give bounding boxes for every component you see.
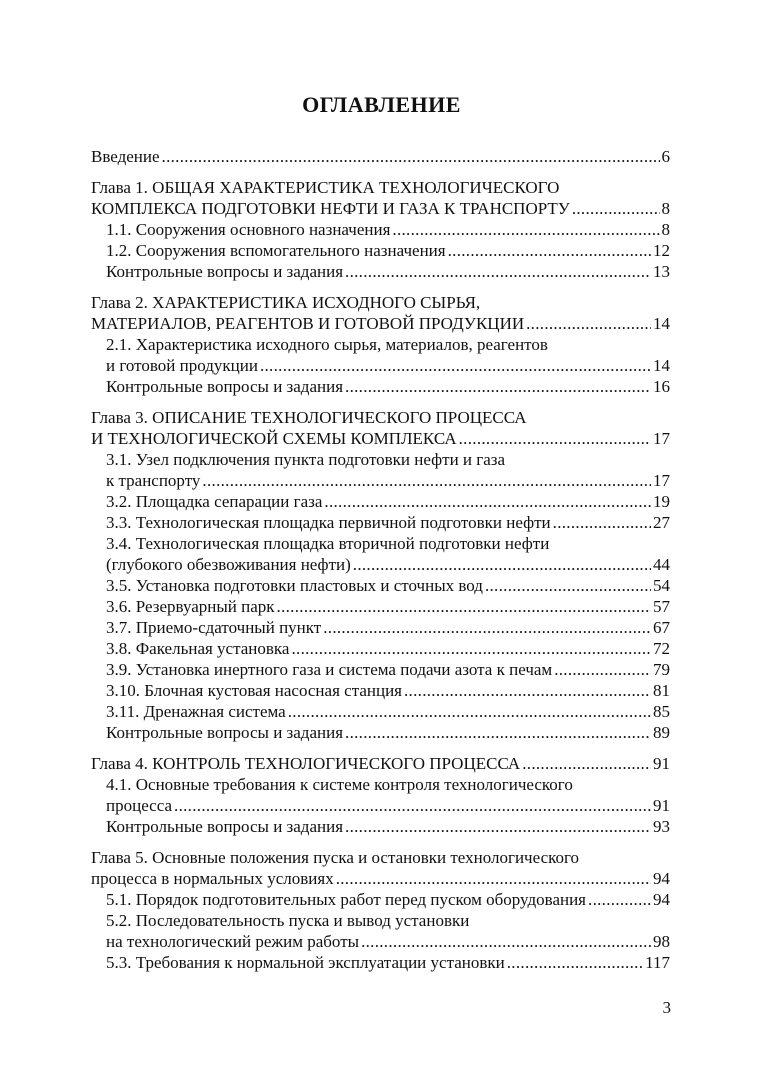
toc-subentry-line: [91, 240, 670, 261]
toc-entry-text: 3.7. Приемо-сдаточный пункт: [106, 618, 322, 637]
dot-leader: [345, 816, 651, 837]
toc-section: [91, 847, 670, 973]
toc-subentry-line: [91, 596, 670, 617]
toc-entry-text: МАТЕРИАЛОВ, РЕАГЕНТОВ И ГОТОВОЙ ПРОДУКЦИИ: [91, 314, 525, 333]
dot-leader: [572, 198, 660, 219]
toc-entry-text: 3.5. Установка подготовки пластовых и сточных вод: [106, 576, 483, 595]
toc-entry-text: 3.6. Резервуарный парк: [106, 597, 275, 616]
toc-page-number: 12: [653, 241, 670, 260]
toc-subentry-line: [91, 376, 670, 397]
toc-page-number: 6: [661, 147, 670, 166]
toc-page-number: 117: [645, 953, 670, 972]
toc-page-number: 17: [653, 429, 670, 448]
toc-section: [91, 292, 670, 397]
toc-page-number: 19: [653, 492, 670, 511]
dot-leader: [554, 659, 651, 680]
dot-leader: [485, 575, 651, 596]
toc-entry-text: Глава 3. ОПИСАНИЕ ТЕХНОЛОГИЧЕСКОГО ПРОЦЕССА: [91, 408, 527, 427]
toc-page-number: 13: [653, 262, 670, 281]
toc-entry-text: 3.1. Узел подключения пункта подготовки нефти и газа: [106, 450, 506, 469]
toc-subentry-line: [91, 722, 670, 743]
toc-chapter-line: [91, 292, 670, 313]
dot-leader: [459, 428, 651, 449]
toc-page-number: 14: [653, 356, 670, 375]
toc-entry-text: 3.9. Установка инертного газа и система подачи азота к печам: [106, 660, 553, 679]
toc-subentry-line: [91, 931, 670, 952]
table-of-contents: [91, 146, 670, 973]
toc-section: [91, 407, 670, 743]
toc-section: [91, 753, 670, 837]
toc-chapter-line: [91, 868, 670, 889]
dot-leader: [336, 868, 651, 889]
toc-subentry-line: [91, 795, 670, 816]
toc-entry-text: 3.3. Технологическая площадка первичной подготовки нефти: [106, 513, 551, 532]
toc-subentry-line: [91, 617, 670, 638]
toc-entry-text: Глава 5. Основные положения пуска и остановки технологического: [91, 848, 580, 867]
dot-leader: [361, 931, 651, 952]
dot-leader: [345, 261, 651, 282]
dot-leader: [588, 889, 651, 910]
toc-subentry-line: [91, 554, 670, 575]
dot-leader: [323, 617, 651, 638]
dot-leader: [174, 795, 651, 816]
toc-page-number: 8: [661, 220, 670, 239]
toc-entry-text: 5.2. Последовательность пуска и вывод установки: [106, 911, 470, 930]
dot-leader: [260, 355, 651, 376]
toc-entry-text: процесса в нормальных условиях: [91, 869, 334, 888]
dot-leader: [553, 512, 651, 533]
toc-entry-text: Контрольные вопросы и задания: [106, 723, 344, 742]
toc-page-number: 57: [653, 597, 670, 616]
dot-leader: [404, 680, 651, 701]
toc-subentry-line: [91, 355, 670, 376]
toc-chapter-line: [91, 428, 670, 449]
toc-entry-text: на технологический режим работы: [106, 932, 360, 951]
toc-entry-text: Глава 4. КОНТРОЛЬ ТЕХНОЛОГИЧЕСКОГО ПРОЦЕССА: [91, 754, 521, 773]
toc-entry-text: Глава 1. ОБЩАЯ ХАРАКТЕРИСТИКА ТЕХНОЛОГИЧЕСКОГО: [91, 178, 560, 197]
toc-chapter-line: [91, 753, 670, 774]
toc-page-number: 27: [653, 513, 670, 532]
toc-chapter-line: [91, 313, 670, 334]
dot-leader: [324, 491, 651, 512]
toc-page-number: 93: [653, 817, 670, 836]
toc-section: [91, 177, 670, 282]
page-title: ОГЛАВЛЕНИЕ: [302, 92, 461, 117]
toc-page-number: 44: [653, 555, 670, 574]
toc-entry-text: И ТЕХНОЛОГИЧЕСКОЙ СХЕМЫ КОМПЛЕКСА: [91, 429, 457, 448]
toc-page-number: 54: [653, 576, 670, 595]
dot-leader: [526, 313, 651, 334]
toc-chapter-line: [91, 847, 670, 868]
toc-entry-text: Введение: [91, 147, 160, 166]
toc-subentry-line: [91, 638, 670, 659]
toc-entry-text: 2.1. Характеристика исходного сырья, материалов, реагентов: [106, 335, 548, 354]
toc-entry-text: процесса: [106, 796, 173, 815]
toc-subentry-line: [91, 575, 670, 596]
dot-leader: [522, 753, 651, 774]
toc-page-number: 79: [653, 660, 670, 679]
toc-subentry-line: [91, 659, 670, 680]
toc-chapter-line: [91, 177, 670, 198]
toc-subentry-line: [91, 491, 670, 512]
toc-page-number: 91: [653, 754, 670, 773]
toc-entry-text: 1.1. Сооружения основного назначения: [106, 220, 391, 239]
toc-entry-text: 3.8. Факельная установка: [106, 639, 290, 658]
toc-page-number: 94: [653, 890, 670, 909]
toc-subentry-line: [91, 219, 670, 240]
dot-leader: [448, 240, 651, 261]
toc-entry-text: 3.10. Блочная кустовая насосная станция: [106, 681, 402, 700]
dot-leader: [345, 376, 651, 397]
toc-subentry-line: [91, 774, 670, 795]
toc-page-number: 8: [661, 199, 670, 218]
toc-entry-text: 5.1. Порядок подготовительных работ перед пуском оборудования: [106, 890, 587, 909]
toc-page-number: 17: [653, 471, 670, 490]
toc-page-number: 81: [653, 681, 670, 700]
toc-page-number: 89: [653, 723, 670, 742]
toc-entry-text: Контрольные вопросы и задания: [106, 262, 344, 281]
toc-subentry-line: [91, 889, 670, 910]
toc-entry-text: 3.4. Технологическая площадка вторичной подготовки нефти: [106, 534, 550, 553]
toc-page-number: 91: [653, 796, 670, 815]
page-number: 3: [662, 998, 671, 1017]
dot-leader: [288, 701, 651, 722]
toc-chapter-line: [91, 407, 670, 428]
toc-subentry-line: [91, 701, 670, 722]
toc-subentry-line: [91, 533, 670, 554]
toc-section: [91, 146, 670, 167]
toc-subentry-line: [91, 680, 670, 701]
toc-entry-text: (глубокого обезвоживания нефти): [106, 555, 351, 574]
toc-page-number: 85: [653, 702, 670, 721]
toc-subentry-line: [91, 952, 670, 973]
toc-subentry-line: [91, 470, 670, 491]
toc-subentry-line: [91, 334, 670, 355]
toc-subentry-line: [91, 910, 670, 931]
toc-entry-text: 3.11. Дренажная система: [106, 702, 286, 721]
toc-entry-text: 5.3. Требования к нормальной эксплуатации установки: [106, 953, 505, 972]
toc-entry-text: Контрольные вопросы и задания: [106, 377, 344, 396]
toc-entry-text: Контрольные вопросы и задания: [106, 817, 344, 836]
toc-subentry-line: [91, 449, 670, 470]
toc-subentry-line: [91, 261, 670, 282]
dot-leader: [392, 219, 659, 240]
toc-page-number: 98: [653, 932, 670, 951]
toc-chapter-line: [91, 198, 670, 219]
toc-subentry-line: [91, 512, 670, 533]
toc-page-number: 14: [653, 314, 670, 333]
dot-leader: [507, 952, 643, 973]
toc-chapter-line: [91, 146, 670, 167]
dot-leader: [277, 596, 651, 617]
toc-entry-text: и готовой продукции: [106, 356, 258, 375]
toc-entry-text: 1.2. Сооружения вспомогательного назначения: [106, 241, 446, 260]
toc-entry-text: Глава 2. ХАРАКТЕРИСТИКА ИСХОДНОГО СЫРЬЯ,: [91, 293, 481, 312]
toc-entry-text: 4.1. Основные требования к системе контроля технологического: [106, 775, 573, 794]
toc-page-number: 94: [653, 869, 670, 888]
dot-leader: [345, 722, 651, 743]
dot-leader: [202, 470, 651, 491]
toc-page-number: 72: [653, 639, 670, 658]
dot-leader: [162, 146, 660, 167]
dot-leader: [353, 554, 651, 575]
toc-entry-text: КОМПЛЕКСА ПОДГОТОВКИ НЕФТИ И ГАЗА К ТРАНСПОРТУ: [91, 199, 570, 218]
toc-subentry-line: [91, 816, 670, 837]
dot-leader: [291, 638, 651, 659]
toc-page-number: 67: [653, 618, 670, 637]
toc-entry-text: к транспорту: [106, 471, 201, 490]
toc-page-number: 16: [653, 377, 670, 396]
toc-entry-text: 3.2. Площадка сепарации газа: [106, 492, 323, 511]
